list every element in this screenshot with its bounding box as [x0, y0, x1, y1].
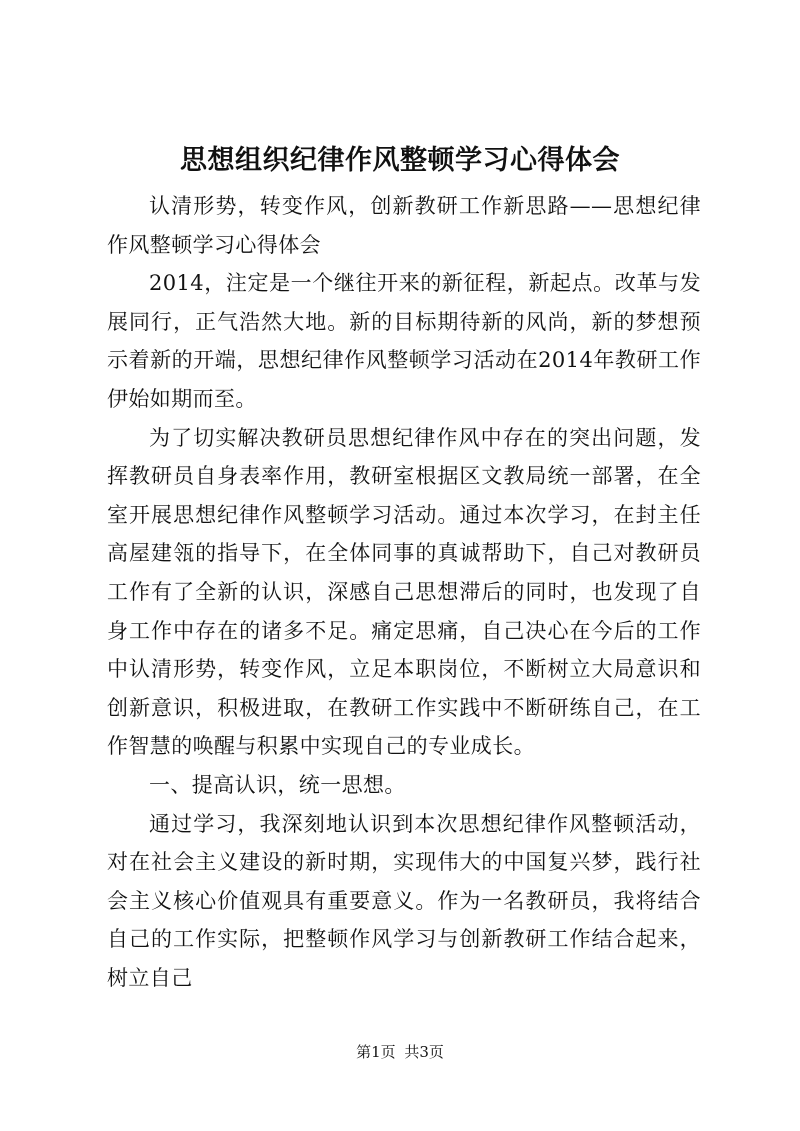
paragraph-subtitle: 认清形势，转变作风，创新教研工作新思路——思想纪律作风整顿学习心得体会: [107, 194, 701, 257]
paragraph-intro: 2014，注定是一个继往开来的新征程，新起点。改革与发展同行，正气浩然大地。新的目标期待新的风尚，新的梦想预示着新的开端，思想纪律作风整顿学习活动在2014年教研工作伊始如期而至。: [107, 271, 701, 411]
page-number: 第1页: [356, 1043, 396, 1061]
page-total: 共3页: [404, 1043, 444, 1061]
section-heading: 一、提高认识，统一思想。: [149, 772, 406, 797]
page-footer: [0, 1042, 800, 1062]
paragraph-section-one: 通过学习，我深刻地认识到本次思想纪律作风整顿活动，对在社会主义建设的新时期，实现伟大的中国复兴梦，践行社会主义核心价值观具有重要意义。作为一名教研员，我将结合自己的工作实际，把整顿作风学习与创新教研工作结合起来，树立自己: [107, 811, 701, 990]
document-title: 思想组织纪律作风整顿学习心得体会: [180, 145, 620, 176]
paragraph-main: 为了切实解决教研员思想纪律作风中存在的突出问题，发挥教研员自身表率作用，教研室根据区文教局统一部署，在全室开展思想纪律作风整顿学习活动。通过本次学习，在封主任高屋建瓴的指导下，在全体同事的真诚帮助下，自己对教研员工作有了全新的认识，深感自己思想滞后的同时，也发现了自身工作中存在的诸多不足。痛定思痛，自己决心在今后的工作中认清形势，转变作风，立足本职岗位，不断树立大局意识和创新意识，积极进取，在教研工作实践中不断研练自己，在工作智慧的唤醒与积累中实现自己的专业成长。: [107, 425, 701, 759]
document-body: [107, 187, 701, 997]
